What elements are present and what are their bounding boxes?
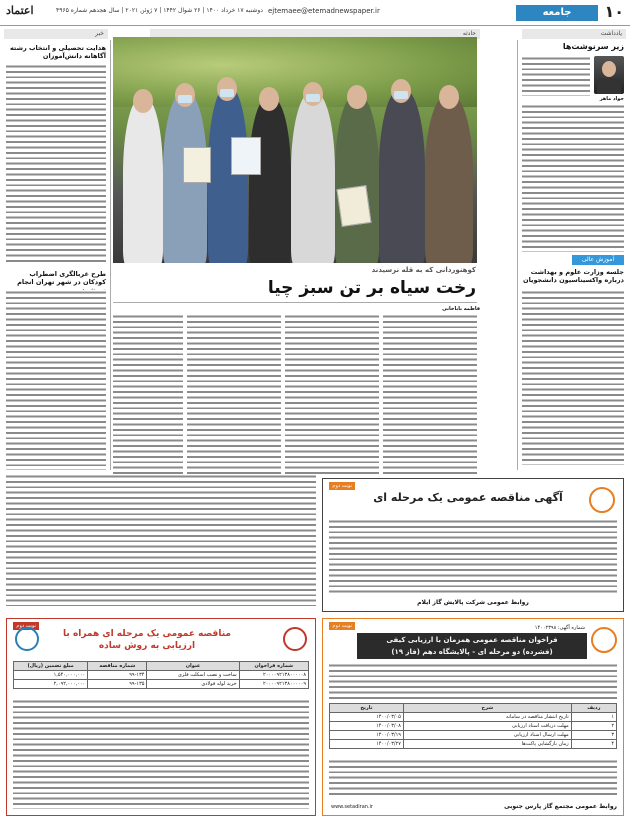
table-cell: ساخت و نصب اسکلت فلزی [147,671,239,680]
ad3-website[interactable]: www.setadiran.ir [331,804,373,810]
table-cell: خرید لوله فولادی [147,680,239,689]
right-column-body [522,104,624,252]
table-cell: تاریخ انتشار مناقصه در سامانه [403,713,571,722]
ad1-title: آگهی مناقصه عمومی یک مرحله ای [373,491,563,504]
table-header: ردیف [571,704,616,713]
table-cell: ۱ [571,713,616,722]
ad-tender-simple [6,618,316,816]
ad-tender-ilam [322,478,624,612]
story-col-1 [383,314,477,474]
table-cell: ۴ [571,740,616,749]
table-header: شماره فراخوان [239,662,308,671]
ad3-title-2: (فشرده) دو مرحله ای - پالایشگاه دهم (فاز ۱۹) [391,648,553,656]
author-name: جواد ماهر [599,96,624,102]
ad2-badge: نوبت دوم [13,622,39,630]
table-cell: ۱۴۰۰/۰۳/۲۷ [330,740,404,749]
headline-rule [113,302,477,303]
ad1-body [329,519,617,595]
newspaper-logo: اعتماد [6,4,34,17]
ad2-table [13,661,309,689]
ad2-title-1: مناقصه عمومی یک مرحله ای همراه با [63,629,231,639]
partner-logo [15,627,39,651]
ad1-footer: روابط عمومی شرکت پالایش گاز ایلام [417,599,529,606]
table-row [330,740,617,749]
story-byline: فاطمه باباخانی [442,306,480,312]
edu-tag: آموزش عالی [572,255,624,265]
table-header: تاریخ [330,704,404,713]
section-label: جامعه [516,5,598,21]
header-email: ejtemaee@etemadnewspaper.ir [268,7,380,15]
table-row [330,731,617,740]
ad3-title-1: فراخوان مناقصه عمومی همزمان با ارزیابی کیفی [386,636,558,644]
subline-middle: حادثه [150,29,480,39]
table-cell: ۲,۰۹۲,۰۰۰,۰۰۰ [14,680,88,689]
left-title-2: طرح غربالگری اضطراب کودکان در شهر تهران انجام [17,270,106,286]
table-header: شرح [403,704,571,713]
ad2-title-2: ارزیابی به روش ساده [98,641,196,651]
held-poster [183,147,211,183]
edu-title: جلسه وزارت علوم و بهداشت درباره واکسیناسیون دانشجویان [523,268,624,284]
story-kicker: کوهنوردانی که به قله نرسیدند [371,266,476,274]
table-header: شماره مناقصه [88,662,147,671]
ad1-badge: نوبت دوم [329,482,355,490]
page-number: ۱۰ [604,2,624,21]
table-row [14,671,309,680]
table-row [14,680,309,689]
left-body-2 [6,290,106,470]
table-cell: مهلت ارسال اسناد ارزیابی [403,731,571,740]
story-col-3 [187,314,281,474]
table-header: عنوان [147,662,239,671]
protest-photo [113,37,477,263]
ad3-body [329,663,617,699]
ad3-title-box [357,633,587,659]
column-divider [517,40,518,470]
table-cell: ۳ [571,731,616,740]
table-cell: مهلت دریافت اسناد ارزیابی [403,722,571,731]
ad3-footer: روابط عمومی مجتمع گاز پارس جنوبی [504,803,617,810]
left-body-1 [6,64,106,264]
subline-right: یادداشت [522,29,626,39]
table-header: مبلغ تضمین (ریال) [14,662,88,671]
right-column-intro [522,56,590,96]
column-divider-left [110,40,111,470]
table-cell: ۹۹-۱۳۵ [88,680,147,689]
edu-body [522,290,624,465]
story-headline: رخت سیاه بر تن سبز چیا [267,278,476,298]
table-row [330,713,617,722]
page-header [0,0,630,26]
story-col-4 [113,314,183,482]
ad-tender-pars [322,618,624,816]
table-cell: ۱۴۰۰/۰۳/۰۵ [330,713,404,722]
gas-company-logo [589,487,615,513]
table-cell: ۲۰۰۰۰۹۲۱۳۸۰۰۰۰۰۹ [239,680,308,689]
table-cell: ۲۰۰۰۰۹۲۱۳۸۰۰۰۰۰۸ [239,671,308,680]
ad2-body [13,699,309,809]
story-col-2 [285,314,379,474]
author-photo [594,56,624,94]
left-title-1: هدایت تحصیلی و انتخاب رشته آگاهانه دانش‌آموزان [9,44,106,60]
table-row [330,722,617,731]
header-date: دوشنبه ۱۷ خرداد ۱۴۰۰ | ۲۶ شوال ۱۴۴۲ | ۷ ژوئن ۲۰۲۱ | سال هجدهم شماره ۴۹۶۵ [56,7,263,14]
subline-left: خبر [4,29,108,39]
ad3-body-2 [329,759,617,797]
gas-complex-logo [591,627,617,653]
table-cell: ۱۴۰۰/۰۳/۰۸ [330,722,404,731]
company-logo [283,627,307,651]
table-cell: ۲ [571,722,616,731]
held-poster [231,137,261,175]
story-continued [6,474,316,606]
table-cell: ۱۴۰۰/۰۳/۱۹ [330,731,404,740]
table-cell: ۹۹-۱۳۴ [88,671,147,680]
ad3-table [329,703,617,749]
table-cell: ۱,۵۴۰,۰۰۰,۰۰۰ [14,671,88,680]
right-column-title: زیر سرنوشت‌ها [562,42,624,51]
held-poster [337,185,372,227]
table-cell: زمان بازگشایی پاکت‌ها [403,740,571,749]
ad3-badge: نوبت دوم [329,622,355,630]
ad3-number: شماره آگهی: ۱۴۰۰۲۳۹۸ [534,625,585,631]
